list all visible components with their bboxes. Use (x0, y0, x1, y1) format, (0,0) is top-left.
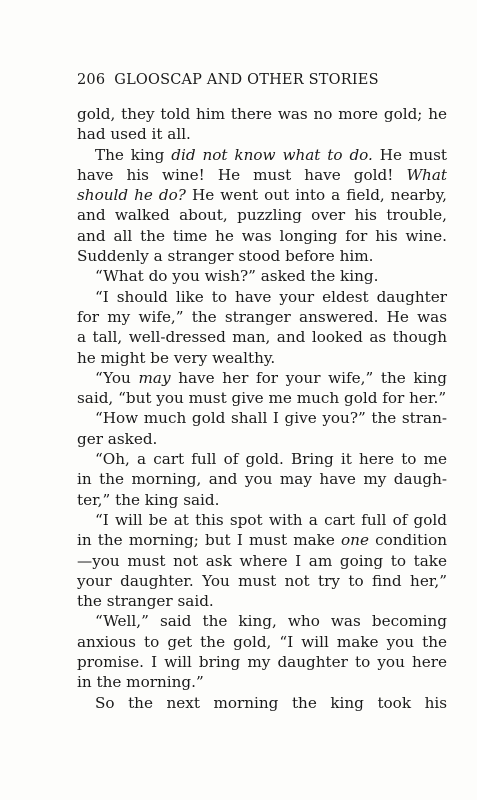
text-run: in the morning, and you may have my daugh- (77, 470, 447, 489)
text-run: “How much gold shall I give you?” the stran- (95, 409, 447, 428)
text-line (77, 368, 447, 388)
text-run: “You (95, 368, 139, 387)
italic-text: What (406, 165, 447, 184)
italic-text: may (138, 368, 171, 387)
text-line (77, 571, 447, 591)
text-line (77, 632, 447, 652)
body-text (77, 104, 447, 713)
text-run: The king (95, 145, 172, 164)
text-run: “I will be at this spot with a cart full of gold (95, 510, 447, 529)
text-line (77, 327, 447, 347)
text-run: condition (368, 531, 447, 550)
text-line (77, 185, 447, 205)
text-run: “Well,” said the king, who was becoming (95, 612, 447, 631)
text-line (77, 205, 447, 225)
text-run: He went out into a field, nearby, (185, 186, 447, 205)
italic-text: one (341, 531, 369, 550)
text-run: and walked about, puzzling over his trouble, (77, 206, 447, 225)
text-run: the stranger said. (77, 592, 214, 611)
text-run: ger asked. (77, 429, 158, 448)
text-line (77, 266, 447, 286)
text-run: —you must not ask where I am going to take (77, 551, 447, 570)
text-run: gold, they told him there was no more gold; he (77, 105, 447, 123)
text-line (77, 388, 447, 408)
text-run: said, “but you must give me much gold for her.” (77, 389, 447, 408)
text-run: “Oh, a cart full of gold. Bring it here to me (95, 450, 447, 469)
text-line (77, 469, 447, 489)
text-line (77, 307, 447, 327)
text-line (77, 652, 447, 672)
text-line (77, 104, 447, 124)
text-run: promise. I will bring my daughter to you here (77, 653, 447, 672)
text-line (77, 287, 447, 307)
text-run: “I should like to have your eldest daughter (95, 287, 447, 306)
text-line (77, 408, 447, 428)
text-run: for my wife,” the stranger answered. He was (77, 307, 447, 326)
italic-text: did not know what to do. (171, 145, 373, 164)
text-run: he might be very wealthy. (77, 348, 276, 367)
text-line (77, 226, 447, 246)
text-line (77, 510, 447, 530)
text-run: your daughter. You must not try to find her,” (77, 571, 447, 590)
text-run: anxious to get the gold, “I will make you the (77, 632, 447, 651)
text-line (77, 672, 447, 692)
text-line (77, 693, 447, 713)
text-run: a tall, well-dressed man, and looked as though (77, 328, 447, 347)
text-line (77, 551, 447, 571)
text-run: in the morning.” (77, 673, 204, 692)
text-line (77, 611, 447, 631)
text-run: have his wine! He must have gold! (77, 165, 407, 184)
text-run: He must (372, 145, 447, 164)
text-run: “What do you wish?” asked the king. (95, 267, 379, 286)
text-line (77, 449, 447, 469)
text-line (77, 246, 447, 266)
text-line (77, 530, 447, 550)
text-line (77, 124, 447, 144)
text-line (77, 145, 447, 165)
text-run: in the morning; but I must make (77, 531, 342, 550)
italic-text: should he do? (77, 186, 186, 205)
text-run: So the next morning the king took his (95, 693, 447, 712)
running-head (77, 72, 447, 88)
text-run: and all the time he was longing for his wine. (77, 226, 447, 245)
text-line (77, 165, 447, 185)
text-run: had used it all. (77, 125, 191, 144)
text-line (77, 348, 447, 368)
text-line (77, 429, 447, 449)
page-number: 206 (77, 72, 106, 88)
text-line (77, 591, 447, 611)
running-title: GLOOSCAP AND OTHER STORIES (114, 72, 379, 88)
text-run: have her for your wife,” the king (170, 368, 447, 387)
text-line (77, 490, 447, 510)
text-run: ter,” the king said. (77, 490, 220, 509)
text-run: Suddenly a stranger stood before him. (77, 247, 374, 266)
